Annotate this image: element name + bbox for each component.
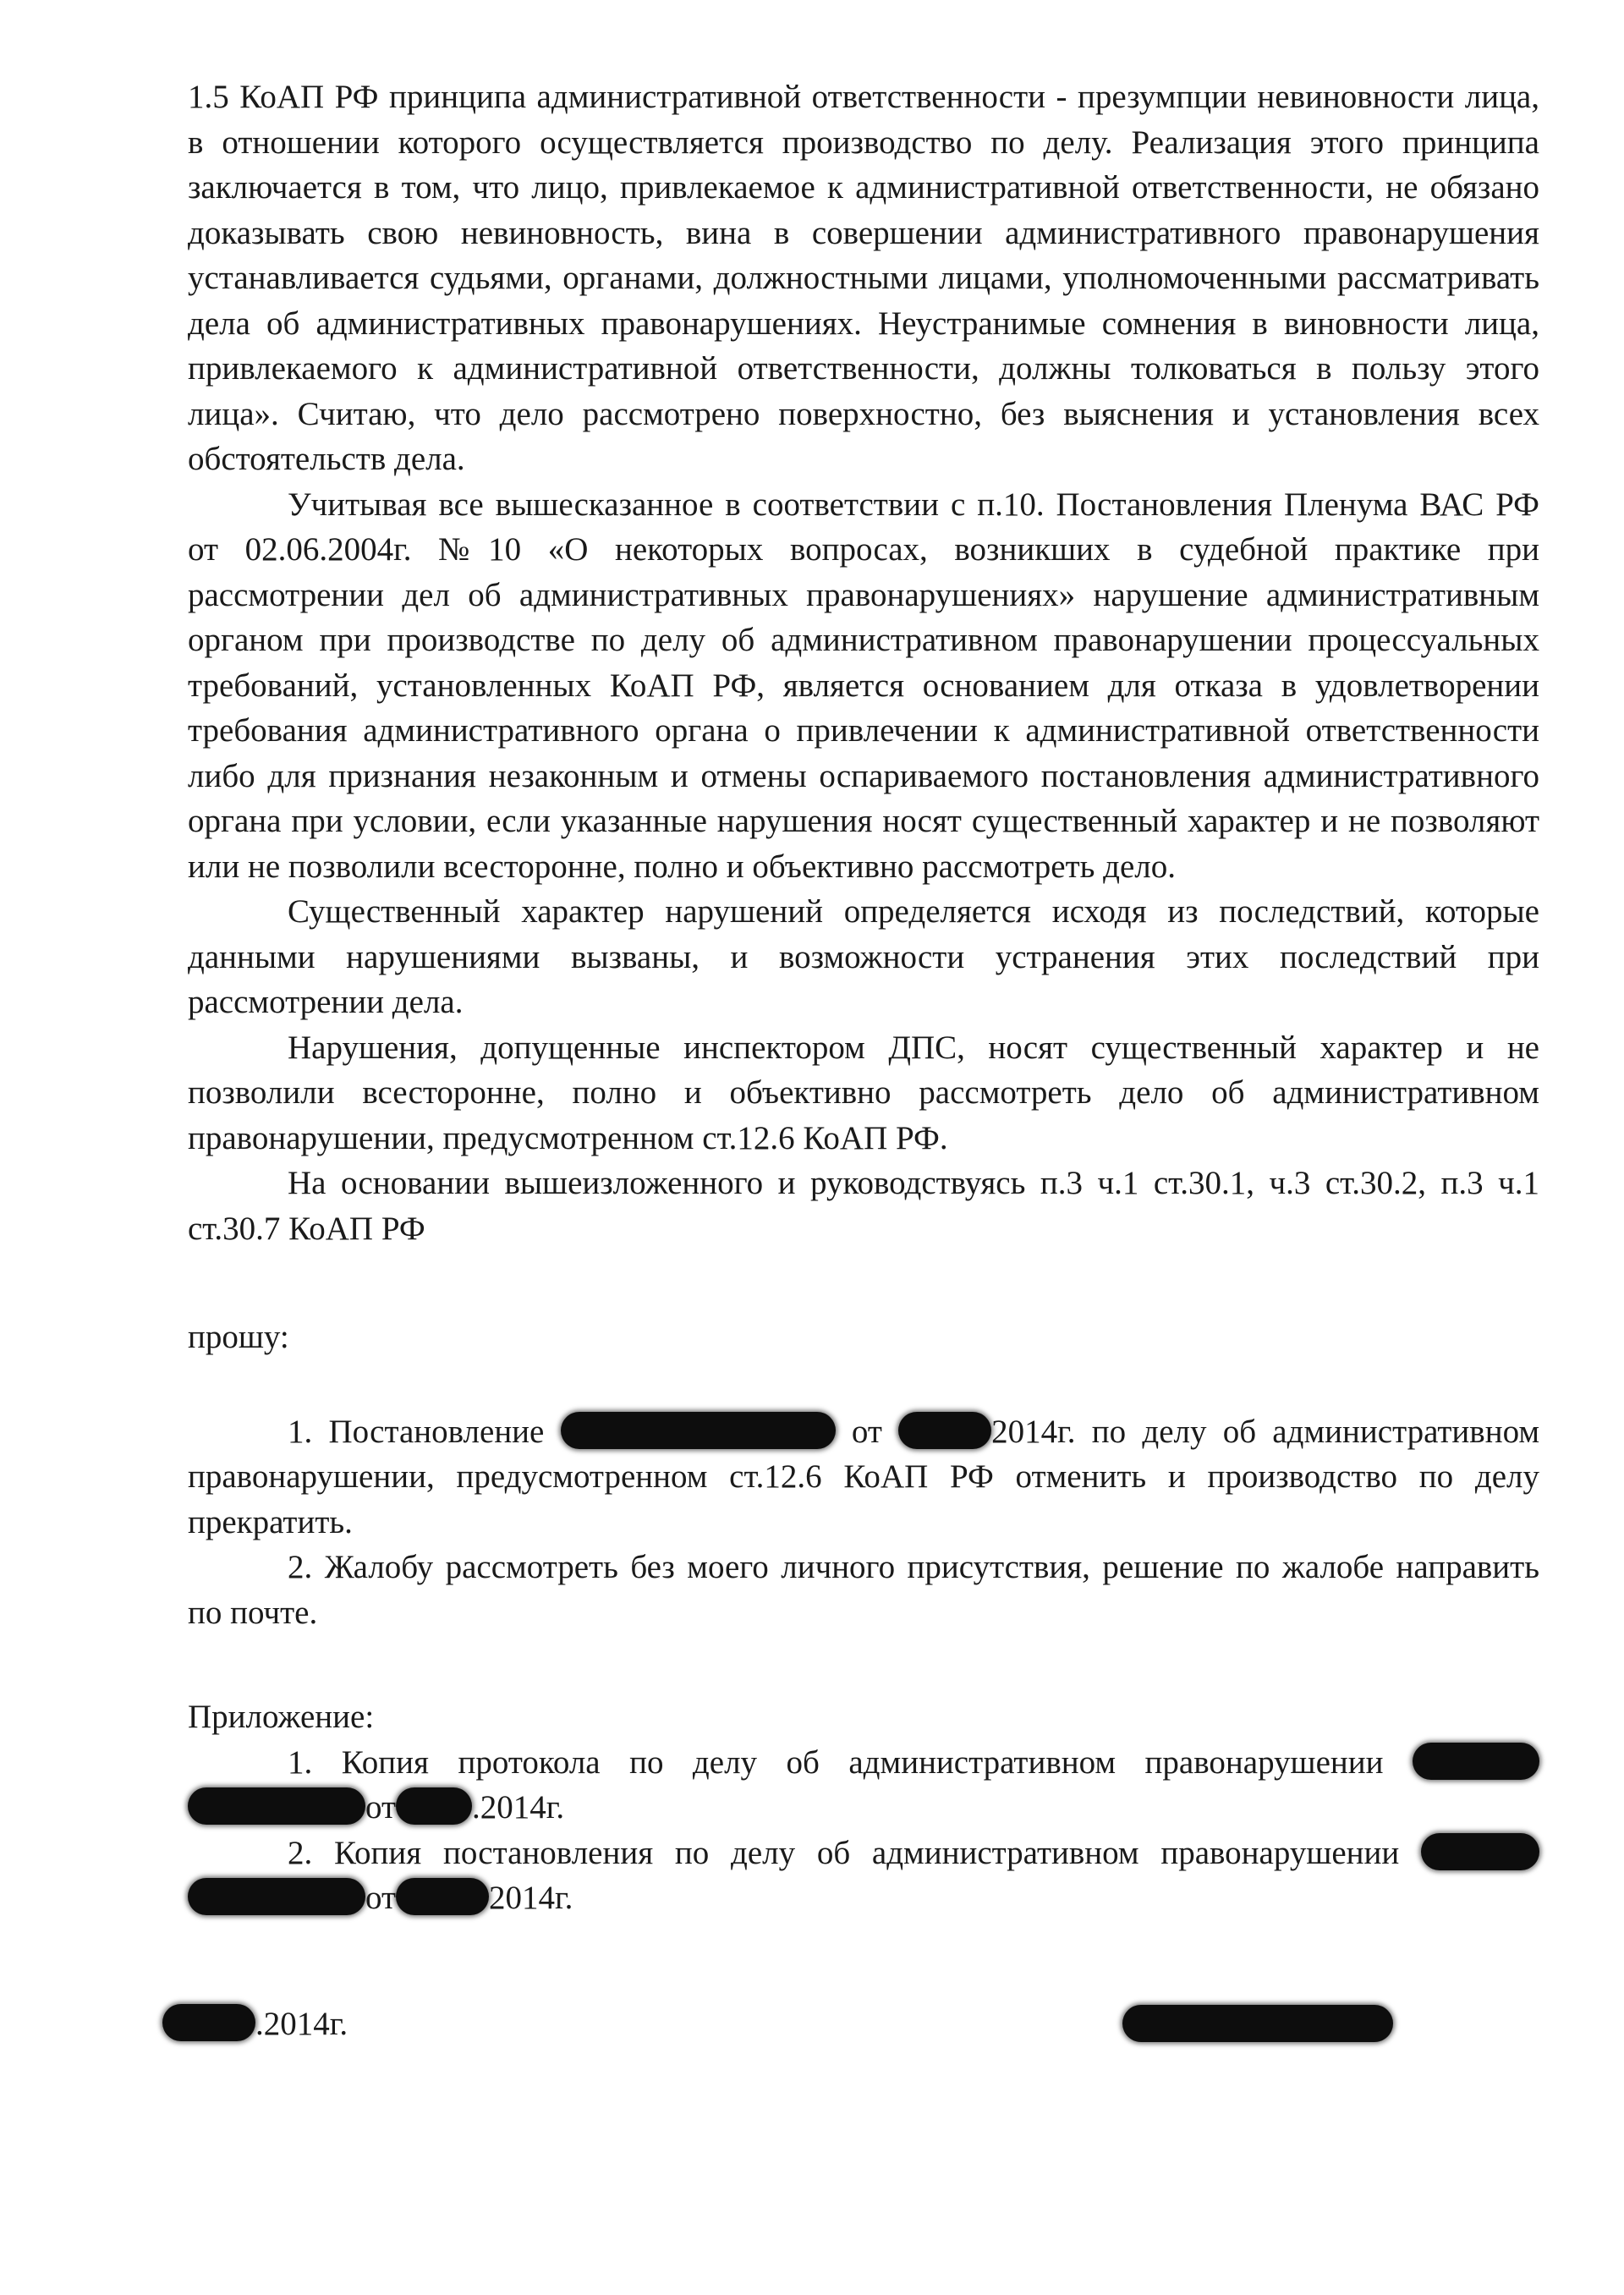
request-heading: прошу: bbox=[188, 1319, 289, 1355]
appendix-heading: Приложение: bbox=[188, 1699, 375, 1735]
paragraph-violations: Нарушения, допущенные инспектором ДПС, носят существенный характер и не позволили всесторонне, полно и объективно рассмотреть дело об административном правонарушении, предусмотренном ст.12.6 КоАП РФ. bbox=[188, 1029, 1539, 1156]
appendix-item-1-from: от bbox=[365, 1789, 397, 1826]
paragraph-legal-basis: На основании вышеизложенного и руководствуясь п.3 ч.1 ст.30.1, ч.3 ст.30.2, п.3 ч.1 ст.30.7 КоАП РФ bbox=[188, 1165, 1539, 1247]
spacer bbox=[188, 1635, 1539, 1694]
appendix-item-2-from: от bbox=[365, 1880, 397, 1916]
appendix-item-1 bbox=[188, 1740, 1539, 1831]
redaction-resolution-date bbox=[898, 1412, 991, 1449]
request-item-1-start: 1. Постановление bbox=[288, 1413, 545, 1450]
redaction-protocol-number-a bbox=[1413, 1743, 1539, 1780]
document-date bbox=[162, 2001, 348, 2047]
redaction-protocol-number-b bbox=[188, 1787, 365, 1825]
paragraph-essential-nature: Существенный характер нарушений определяется исходя из последствий, которые данными нарушениями вызваны, и возможности устранения этих последствий при рассмотрении дела. bbox=[188, 893, 1539, 1020]
redaction-resolution-copy-number-a bbox=[1421, 1833, 1539, 1870]
paragraph-plenum-resolution: Учитывая все вышесказанное в соответствии с п.10. Постановления Пленума ВАС РФ от 02.06.2004г. №10 «О некоторых вопросах, возникших в судебной практике при рассмотрении дел об административных правонарушениях» нарушение административным органом при производстве по делу об административном правонарушении процессуальных требований, установленных КоАП РФ, является основанием для отказа в удовлетворении требования административного органа о привлечении к административной ответственности либо для признания незаконным и отмены оспариваемого постановления административного органа при условии, если указанные нарушения носят существенный характер и не позволяют или не позволили всесторонне, полно и объективно рассмотреть дело. bbox=[188, 486, 1539, 885]
redaction-resolution-number bbox=[561, 1412, 836, 1449]
appendix-item-2 bbox=[188, 1831, 1539, 1921]
appendix-item-1-start: 1. Копия протокола по делу об административном правонарушении bbox=[288, 1743, 1384, 1781]
document-date-suffix: .2014г. bbox=[255, 2005, 348, 2042]
paragraph-presumption-innocence: 1.5 КоАП РФ принципа административной ответственности - презумпции невиновности лица, в отношении которого осуществляется производство по делу. Реализация этого принципа заключается в том, что лицо, привлекаемое к административной ответственности, не обязано доказывать свою невиновность, вина в совершении административного правонарушения устанавливается судьями, органами, должностными лицами, уполномоченными рассматривать дела об административных правонарушениях. Неустранимые сомнения в виновности лица, привлекаемого к административной ответственности, должны толковаться в пользу этого лица». Считаю, что дело рассмотрено поверхностно, без выяснения и установления всех обстоятельств дела. bbox=[188, 79, 1539, 477]
appendix-item-2-start: 2. Копия постановления по делу об административном правонарушении bbox=[288, 1834, 1400, 1871]
redaction-resolution-copy-number-b bbox=[188, 1878, 365, 1915]
request-item-1 bbox=[188, 1409, 1539, 1546]
document-page bbox=[188, 74, 1539, 2069]
redaction-signature bbox=[1122, 2005, 1393, 2042]
redaction-resolution-copy-date bbox=[396, 1878, 489, 1915]
redaction-document-date bbox=[162, 2004, 255, 2041]
signature-row bbox=[188, 2001, 1539, 2069]
request-item-1-end: 2014г. по делу об административном правонарушении, предусмотренном ст.12.6 КоАП РФ отменить и производство по делу прекратить. bbox=[188, 1413, 1540, 1540]
request-item-2: 2. Жалобу рассмотреть без моего личного присутствия, решение по жалобе направить по почте. bbox=[188, 1549, 1539, 1631]
appendix-item-1-end: .2014г. bbox=[472, 1789, 565, 1826]
request-item-1-from: от bbox=[851, 1413, 882, 1450]
redaction-protocol-date bbox=[396, 1787, 472, 1825]
appendix-item-2-end: 2014г. bbox=[489, 1880, 573, 1916]
